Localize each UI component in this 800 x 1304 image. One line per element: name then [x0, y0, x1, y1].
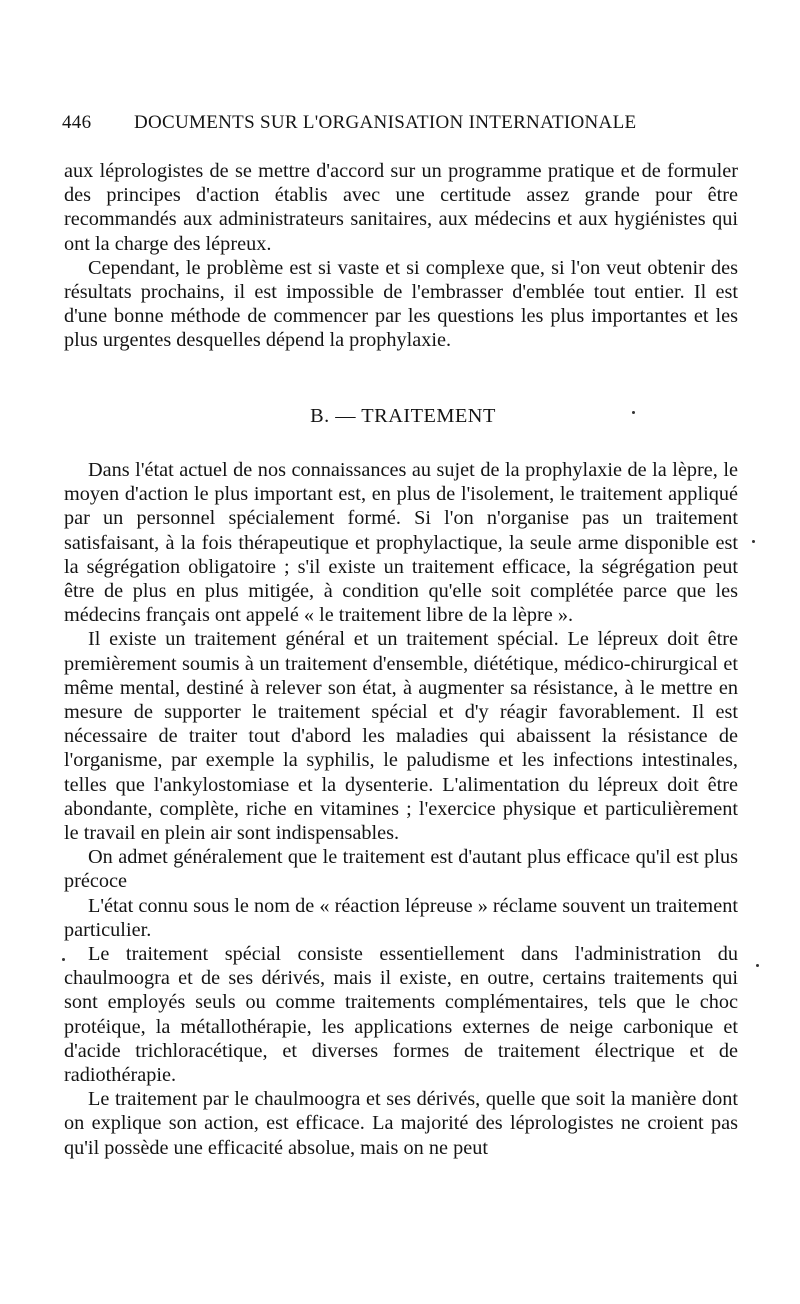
body-paragraph: Dans l'état actuel de nos connaissances au sujet de la prophylaxie de la lèpre, le moyen d'action le plus important est, en plus de l'isolement, le traitement appliqué par un personnel spécialement formé. Si l'on n'organise pas un traitement satisfaisant, à la fois thérapeutique et prophylactique, la seule arme disponible est la ségrégation obligatoire ; s'il existe un traitement efficace, la ségrégation peut être de plus en plus mitigée, à condition qu'elle soit complétée parce que les médecins français ont appelé « le traitement libre de la lèpre ».	[64, 459, 738, 627]
running-header	[62, 112, 742, 142]
scan-speck	[632, 411, 635, 414]
page-number: 446	[62, 112, 92, 133]
scan-speck	[752, 540, 755, 543]
intro-paragraph-continued: aux léprologistes de se mettre d'accord sur un programme pratique et de formuler des principes d'action établis avec une certitude assez grande pour être recommandés aux administrateurs sanitaires, aux médecins et aux hygiénistes qui ont la charge des lépreux.	[64, 160, 738, 255]
scan-speck	[62, 958, 65, 961]
scan-speck	[756, 964, 759, 967]
body-paragraph: Le traitement par le chaulmoogra et ses dérivés, quelle que soit la manière dont on explique son action, est efficace. La majorité des léprologistes ne croient pas qu'il possède une efficacité absolue, mais on ne peut	[64, 1088, 738, 1159]
section-body	[64, 458, 738, 1160]
body-paragraph: On admet généralement que le traitement est d'autant plus efficace qu'il est plus précoce	[64, 846, 738, 893]
body-paragraph: Il existe un traitement général et un traitement spécial. Le lépreux doit être premièrement soumis à un traitement d'ensemble, diététique, médico-chirurgical et même mental, destiné à relever son état, à augmenter sa résistance, à le mettre en mesure de supporter le traitement spécial et d'y réagir favorablement. Il est nécessaire de traiter tout d'abord les maladies qui abaissent la résistance de l'organisme, par exemple la syphilis, le paludisme et les infections intestinales, telles que l'ankylostomiase et la dysenterie. L'alimentation du lépreux doit être abondante, complète, riche en vitamines ; l'exercice physique et particulièrement le travail en plein air sont indispensables.	[64, 628, 738, 845]
body-paragraph: L'état connu sous le nom de « réaction lépreuse » réclame souvent un traitement particulier.	[64, 894, 738, 941]
running-title: DOCUMENTS SUR L'ORGANISATION INTERNATIONALE	[134, 112, 637, 133]
body-paragraph: Le traitement spécial consiste essentiellement dans l'administration du chaulmoogra et de ses dérivés, mais il existe, en outre, certains traitements qui sont employés seuls ou comme traitements complémentaires, tels que le choc protéique, la métallothérapie, les applications externes de neige carbonique et d'acide trichloracétique, et diverses formes de traitement électrique et de radiothérapie.	[64, 943, 738, 1087]
intro-paragraph: Cependant, le problème est si vaste et si complexe que, si l'on veut obtenir des résultats prochains, il est impossible de l'embrasser d'emblée tout entier. Il est d'une bonne méthode de commencer par les questions les plus importantes et les plus urgentes desquelles dépend la prophylaxie.	[64, 256, 738, 352]
intro-text-block	[64, 159, 738, 353]
section-heading: B. — TRAITEMENT	[310, 405, 496, 427]
